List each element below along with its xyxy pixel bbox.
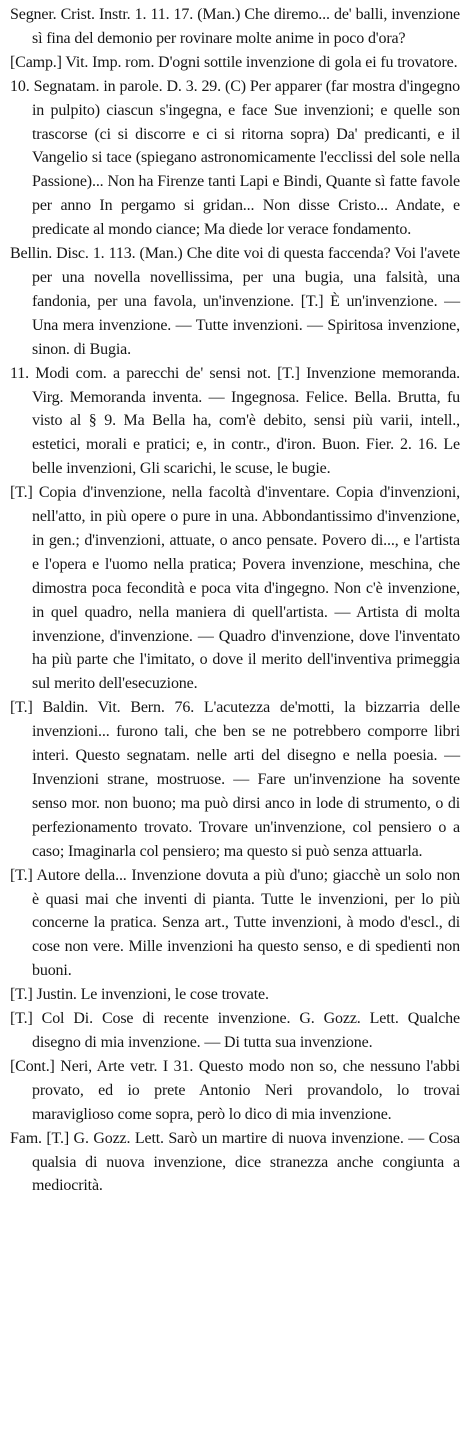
- entry-paragraph-fam: Fam. [T.] G. Gozz. Lett. Sarò un martire di nuova invenzione. — Cosa qualsia di nuova invenzione, dice stranezza anche congiunta a mediocrità.: [10, 1129, 460, 1195]
- entry-paragraph-segner: Segner. Crist. Instr. 1. 11. 17. (Man.) Che diremo... de' balli, invenzione sì fina del demonio per rovinare molte anime in poco d'ora?: [10, 6, 460, 47]
- entry-paragraph-cont-neri: [Cont.] Neri, Arte vetr. I 31. Questo modo non so, che nessuno l'abbi provato, ed io prete Antonio Neri provandolo, lo trovai maraviglioso come sopra, però lo dico di mia invenzione.: [10, 1057, 460, 1123]
- entry-paragraph-justin: [T.] Justin. Le invenzioni, le cose trovate.: [10, 986, 269, 1004]
- entry-paragraph-bellin: Bellin. Disc. 1. 113. (Man.) Che dite voi di questa faccenda? Voi l'avete per una novella novellissima, per una bugia, una falsità, una fandonia, per una favola, un'invenzione. [T.] È un'invenzione. — Una mera invenzione. — Tutte invenzioni. — Spiritosa invenzione, sinon. di Bugia.: [10, 245, 460, 358]
- entry-paragraph-camp: [Camp.] Vit. Imp. rom. D'ogni sottile invenzione di gola ei fu trovatore.: [10, 53, 458, 71]
- entry-paragraph-sense-10: 10. Segnatam. in parole. D. 3. 29. (C) Per apparer (far mostra d'ingegno in pulpito) ciascun s'ingegna, e face Sue invenzioni; e quelle son trascorse (ci si discorre e ci si ritorna sopra) Da' predicanti, e il Vangelio si tace (spiegano astronomicamente l'ecclissi del sole nella Passione)... Non ha Firenze tanti Lapi e Bindi, Quante sì fatte favole per anno In pergamo si gridan... Non disse Cristo... Andate, e predicate al mondo ciance; Ma diede lor verace fondamento.: [10, 77, 460, 239]
- entry-paragraph-copia: [T.] Copia d'invenzione, nella facoltà d'inventare. Copia d'invenzioni, nell'atto, in più opere o pure in una. Abbondantissimo d'invenzione, in gen.; d'invenzioni, attuate, o anco pensate. Povero di..., e l'artista e l'opera e l'uomo nella pratica; Povera invenzione, meschina, che dimostra poca fecondità e poca vita d'ingegno. Non c'è invenzione, in quel quadro, nella maniera di quell'artista. — Artista di molta invenzione, d'invenzione. — Quadro d'invenzione, dove l'inventato ha più parte che l'imitato, o dove il merito dell'inventiva primeggia sul merito dell'esecuzione.: [10, 484, 460, 693]
- entry-paragraph-autore: [T.] Autore della... Invenzione dovuta a più d'uno; giacchè un solo non è quasi mai che inventi di pianta. Tutte le invenzioni, per lo più concerne la pratica. Senza art., Tutte invenzioni, à modo d'escl., di cose non vere. Mille invenzioni ha questo senso, e di spedienti non buoni.: [10, 866, 460, 980]
- entry-paragraph-sense-11: 11. Modi com. a parecchi de' sensi not. [T.] Invenzione memoranda. Virg. Memoranda inventa. — Ingegnosa. Felice. Bella. Brutta, fu visto al § 9. Ma Bella ha, com'è debito, sensi più varii, intell., estetici, morali e pratici; e, in contr., d'iron. Buon. Fier. 2. 16. Le belle invenzioni, Gli scarichi, le scuse, le bugie.: [10, 364, 460, 478]
- entry-paragraph-col-di: [T.] Col Di. Cose di recente invenzione. G. Gozz. Lett. Qualche disegno di mia invenzione. — Di tutta sua invenzione.: [10, 1010, 460, 1051]
- entry-paragraph-baldin: [T.] Baldin. Vit. Bern. 76. L'acutezza de'motti, la bizzarria delle invenzioni... furono tali, che ben se ne potrebbero comporre libri interi. Questo segnatam. nelle arti del disegno e nella poesia. — Invenzioni strane, mostruose. — Fare un'invenzione ha sovente senso mor. non buono; ma può dirsi anco in lode di strumento, o di perfezionamento trovato. Trovare un'invenzione, col pensiero o a caso; Imaginarla col pensiero; ma questo si può senza attuarla.: [10, 699, 460, 860]
